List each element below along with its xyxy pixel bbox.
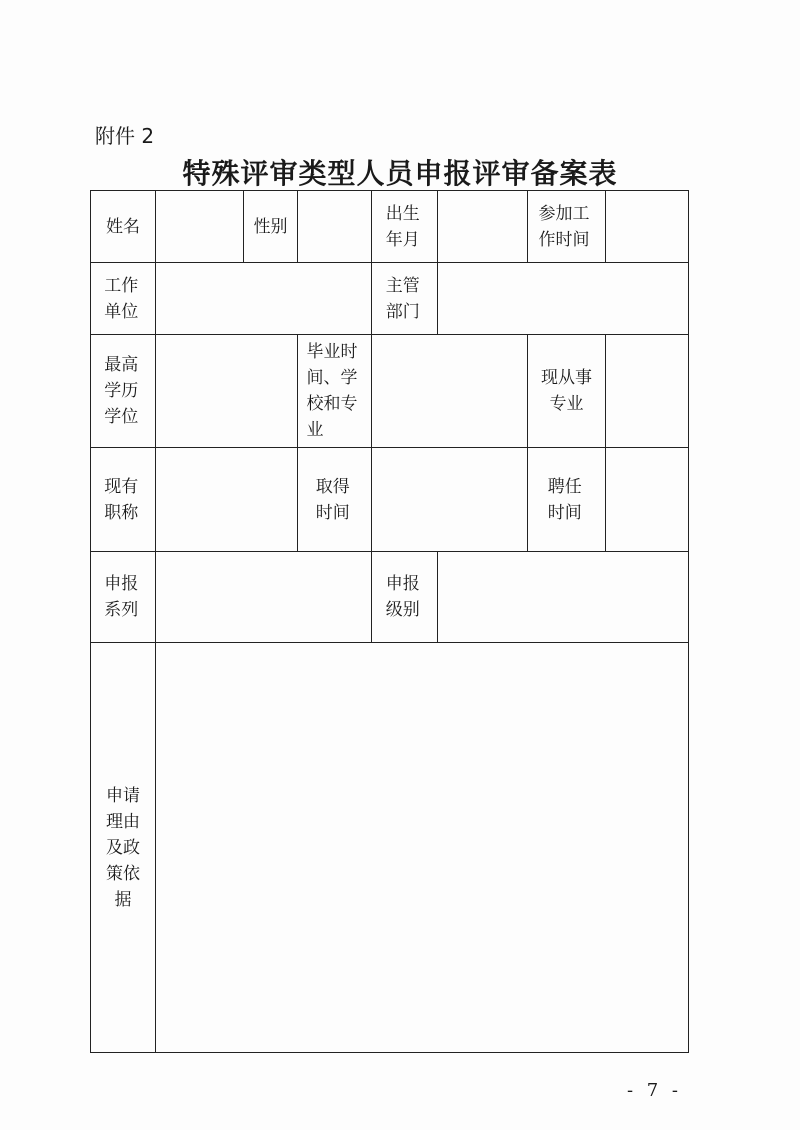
unit-label: 工作单位 xyxy=(104,275,139,322)
current-major-field[interactable] xyxy=(606,335,689,448)
obtain-time-label-cell xyxy=(298,448,372,552)
attachment-label: 附件 2 xyxy=(95,124,155,148)
name-label: 姓名 xyxy=(106,216,140,237)
degree-label-cell xyxy=(91,335,156,448)
dept-label-cell xyxy=(372,263,438,335)
page-title: 特殊评审类型人员申报评审备案表 xyxy=(182,157,618,190)
series-label-cell xyxy=(91,552,156,643)
reason-field[interactable] xyxy=(156,643,689,1053)
gender-label-cell xyxy=(244,191,298,263)
current-major-label-cell xyxy=(528,335,606,448)
page-number: - 7 - xyxy=(626,1080,682,1101)
series-label: 申报系列 xyxy=(104,574,139,620)
unit-field[interactable] xyxy=(156,263,372,335)
dept-field[interactable] xyxy=(438,263,689,335)
table-row xyxy=(91,335,689,448)
dept-label: 主管部门 xyxy=(385,275,420,322)
work-start-label: 参加工作时间 xyxy=(538,203,590,250)
degree-field[interactable] xyxy=(156,335,298,448)
hire-time-label: 聘任时间 xyxy=(547,476,582,523)
name-label-cell xyxy=(91,191,156,263)
level-label: 申报级别 xyxy=(385,574,420,620)
grad-field[interactable] xyxy=(372,335,528,448)
obtain-time-label: 取得时间 xyxy=(315,476,350,523)
birth-label-cell xyxy=(372,191,438,263)
obtain-time-field[interactable] xyxy=(372,448,528,552)
reason-label: 申请理由及政策依据 xyxy=(105,785,140,910)
current-major-label: 现从事专业 xyxy=(541,368,592,414)
current-title-label-cell xyxy=(91,448,156,552)
grad-label: 毕业时间、学校和专业 xyxy=(306,342,358,440)
level-label-cell xyxy=(372,552,438,643)
gender-field[interactable] xyxy=(298,191,372,263)
table-row xyxy=(91,191,689,263)
table-row xyxy=(91,552,689,643)
level-field[interactable] xyxy=(438,552,689,643)
table-row xyxy=(91,263,689,335)
reason-label-cell xyxy=(91,643,156,1053)
current-title-field[interactable] xyxy=(156,448,298,552)
degree-label: 最高学历学位 xyxy=(104,355,139,427)
work-start-label-cell xyxy=(528,191,606,263)
birth-label: 出生年月 xyxy=(385,203,420,250)
hire-time-field[interactable] xyxy=(606,448,689,552)
gender-label: 性别 xyxy=(253,216,288,237)
unit-label-cell xyxy=(91,263,156,335)
table-row xyxy=(91,448,689,552)
name-field[interactable] xyxy=(156,191,244,263)
filing-form-table xyxy=(90,190,689,1053)
work-start-field[interactable] xyxy=(606,191,689,263)
birth-field[interactable] xyxy=(438,191,528,263)
hire-time-label-cell xyxy=(528,448,606,552)
current-title-label: 现有职称 xyxy=(104,476,139,523)
grad-label-cell xyxy=(298,335,372,448)
series-field[interactable] xyxy=(156,552,372,643)
table-row xyxy=(91,643,689,1053)
